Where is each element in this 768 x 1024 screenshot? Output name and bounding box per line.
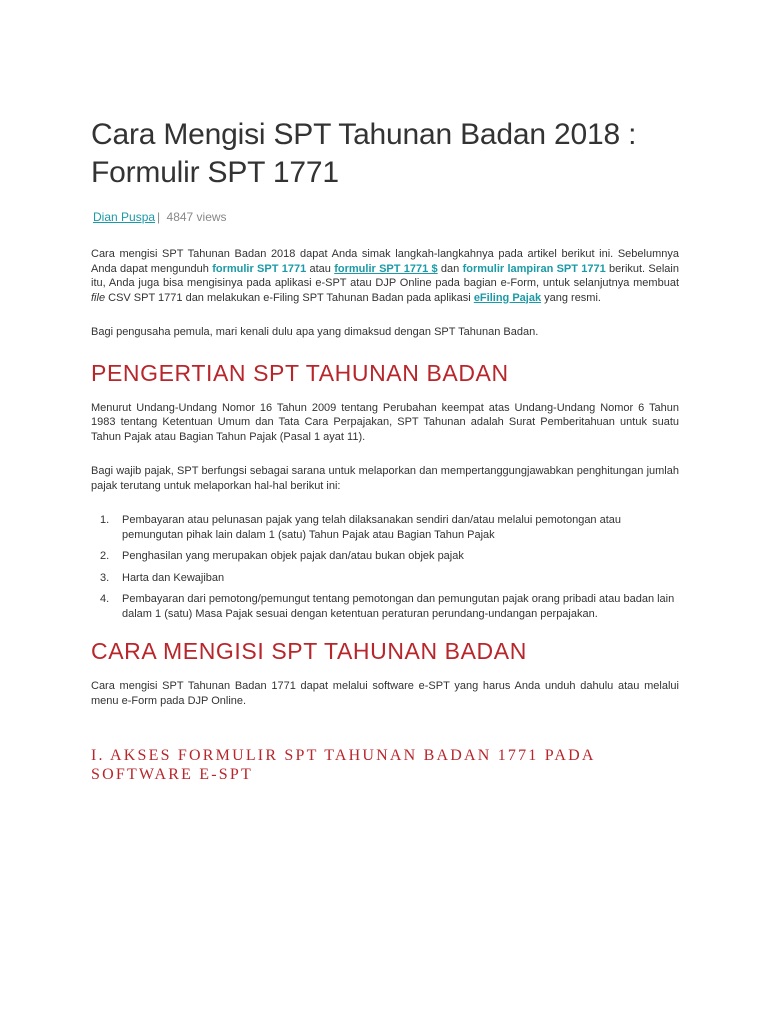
author-link[interactable]: Dian Puspa xyxy=(93,210,156,224)
subsection-heading-akses-formulir xyxy=(91,746,679,784)
view-count: 4847 views xyxy=(166,210,227,224)
section-heading-pengertian: PENGERTIAN SPT TAHUNAN BADAN xyxy=(91,359,509,386)
intro-text-3: dan xyxy=(437,262,463,275)
link-formulir-spt-1771-dollar[interactable]: formulir SPT 1771 $ xyxy=(334,262,438,275)
section-heading-cara-mengisi: CARA MENGISI SPT TAHUNAN BADAN xyxy=(91,638,527,664)
intro-file-word: file xyxy=(91,291,106,304)
intro-text-2: atau xyxy=(306,262,335,275)
subsection-heading-line-2: SOFTWARE E-SPT xyxy=(91,766,253,783)
list-item-text: Penghasilan yang merupakan objek pajak dan/atau bukan objek pajak xyxy=(122,550,464,562)
list-item-text: Pembayaran dari pemotong/pemungut tentang pemotongan dan pemungutan pajak orang pribadi atau badan lain dalam 1 (satu) Masa Pajak sesuai dengan ketentuan peraturan perundang-undangan perpajakan. xyxy=(122,593,675,620)
list-item-text: Pembayaran atau pelunasan pajak yang telah dilaksanakan sendiri dan/atau melalui pemotongan atau pemungutan pihak lain dalam 1 (satu) Tahun Pajak atau Bagian Tahun Pajak xyxy=(122,514,622,541)
intro-text-1: Cara mengisi SPT Tahunan Badan 2018 dapat Anda simak langkah-langkahnya pada artikel berikut ini. Sebelumnya Anda dapat mengunduh xyxy=(91,248,679,275)
list-item xyxy=(91,549,679,564)
link-formulir-lampiran[interactable]: formulir lampiran SPT 1771 xyxy=(462,262,606,275)
list-item xyxy=(91,571,679,586)
article xyxy=(91,116,679,784)
list-item-number: 4. xyxy=(100,593,110,605)
intro-text-4: berikut. Selain itu, Anda juga bisa mengisinya pada aplikasi e-SPT atau DJP Online pada bagian e-Form, untuk selanjutnya membuat xyxy=(91,262,679,289)
section1-paragraph-2: Bagi wajib pajak, SPT berfungsi sebagai sarana untuk melaporkan dan mempertanggungjawabkan penghitungan jumlah pajak terutang untuk melaporkan hal-hal berikut ini: xyxy=(91,465,679,492)
meta-separator: | xyxy=(157,210,161,224)
intro-paragraph xyxy=(91,247,679,305)
link-formulir-spt-1771[interactable]: formulir SPT 1771 xyxy=(212,262,307,275)
link-efiling-pajak[interactable]: eFiling Pajak xyxy=(473,291,542,304)
list-item xyxy=(91,513,679,542)
page-title xyxy=(91,116,679,192)
lead-paragraph: Bagi pengusaha pemula, mari kenali dulu apa yang dimaksud dengan SPT Tahunan Badan. xyxy=(91,326,539,338)
list-item-number: 3. xyxy=(100,571,110,584)
intro-text-5: CSV SPT 1771 dan melakukan e-Filing SPT Tahunan Badan pada aplikasi xyxy=(105,291,474,304)
section2-paragraph-1: Cara mengisi SPT Tahunan Badan 1771 dapat melalui software e-SPT yang harus Anda unduh dahulu atau melalui menu e-Form pada DJP Online. xyxy=(91,680,679,707)
list-item-number: 1. xyxy=(100,514,110,526)
list-item-number: 2. xyxy=(100,550,110,562)
title-line-1: Cara Mengisi SPT Tahunan Badan 2018 : xyxy=(91,118,637,151)
section1-paragraph-1: Menurut Undang-Undang Nomor 16 Tahun 2009 tentang Perubahan keempat atas Undang-Undang Nomor 6 Tahun 1983 tentang Ketentuan Umum dan Tata Cara Perpajakan, SPT Tahunan adalah Surat Pemberitahuan untuk suatu Tahun Pajak atau Bagian Tahun Pajak (Pasal 1 ayat 11). xyxy=(91,401,679,443)
list-item-text: Harta dan Kewajiban xyxy=(122,571,225,584)
title-line-2: Formulir SPT 1771 xyxy=(91,156,339,189)
intro-text-6: yang resmi. xyxy=(541,291,601,304)
subsection-heading-line-1: I. AKSES FORMULIR SPT TAHUNAN BADAN 1771 PADA xyxy=(91,747,596,764)
article-meta xyxy=(93,209,679,225)
list-item xyxy=(91,592,679,621)
section1-list xyxy=(91,513,679,621)
